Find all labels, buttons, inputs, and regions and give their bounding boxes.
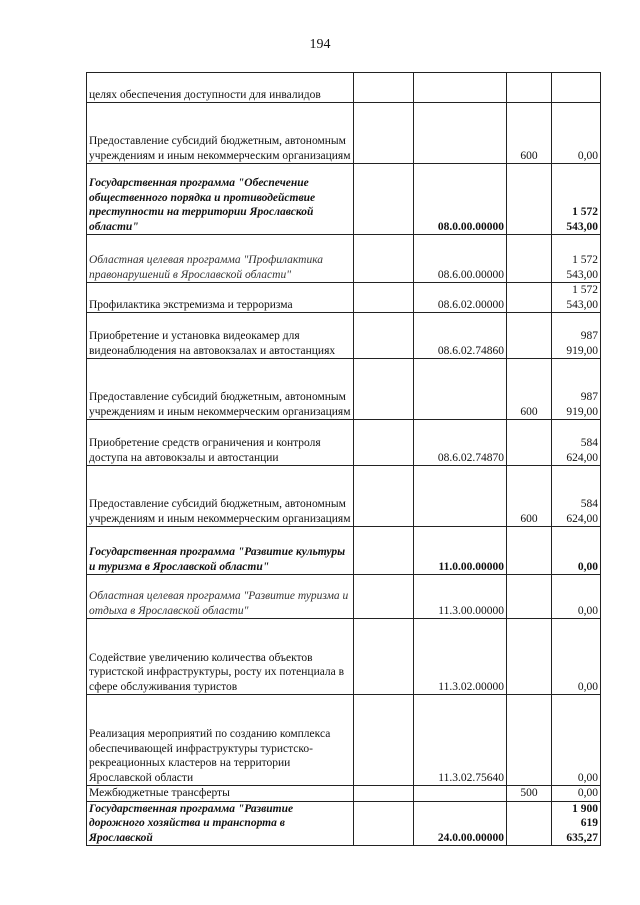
row-empty-cell	[354, 619, 414, 695]
table-row	[87, 801, 601, 846]
table-row	[87, 313, 601, 359]
row-amount: 1 572 543,00	[552, 283, 601, 313]
row-empty-cell	[354, 466, 414, 527]
table-row	[87, 359, 601, 420]
row-code: 24.0.00.00000	[414, 801, 507, 846]
row-name: Предоставление субсидий бюджетным, автономным учреждениям и иным некоммерческим организациям	[87, 466, 354, 527]
table-row	[87, 420, 601, 466]
row-expense-type	[507, 283, 552, 313]
row-name: Государственная программа "Обеспечение общественного порядка и противодействие преступности на территории Ярославской области"	[87, 164, 354, 235]
row-expense-type	[507, 527, 552, 575]
table-row	[87, 235, 601, 283]
table-row	[87, 103, 601, 164]
table-row	[87, 786, 601, 802]
row-expense-type	[507, 695, 552, 786]
table-row	[87, 73, 601, 103]
row-empty-cell	[354, 359, 414, 420]
table-row	[87, 619, 601, 695]
row-expense-type	[507, 235, 552, 283]
row-name: Предоставление субсидий бюджетным, автономным учреждениям и иным некоммерческим организациям	[87, 359, 354, 420]
row-empty-cell	[354, 786, 414, 802]
row-code: 11.3.02.75640	[414, 695, 507, 786]
row-empty-cell	[354, 801, 414, 846]
row-code: 08.6.02.74870	[414, 420, 507, 466]
row-amount: 0,00	[552, 695, 601, 786]
row-code: 08.6.02.74860	[414, 313, 507, 359]
row-name: Профилактика экстремизма и терроризма	[87, 283, 354, 313]
row-amount	[552, 73, 601, 103]
row-code: 08.0.00.00000	[414, 164, 507, 235]
budget-table	[86, 72, 601, 846]
table-row	[87, 283, 601, 313]
row-empty-cell	[354, 164, 414, 235]
row-name: Областная целевая программа "Профилактика правонарушений в Ярославской области"	[87, 235, 354, 283]
row-name: Предоставление субсидий бюджетным, автономным учреждениям и иным некоммерческим организациям	[87, 103, 354, 164]
page-number: 194	[309, 37, 331, 52]
row-code: 08.6.02.00000	[414, 283, 507, 313]
row-name: Приобретение и установка видеокамер для видеонаблюдения на автовокзалах и автостанциях	[87, 313, 354, 359]
row-code: 11.3.02.00000	[414, 619, 507, 695]
row-expense-type	[507, 73, 552, 103]
row-expense-type	[507, 801, 552, 846]
row-expense-type: 600	[507, 359, 552, 420]
row-expense-type: 500	[507, 786, 552, 802]
table-row	[87, 466, 601, 527]
row-empty-cell	[354, 73, 414, 103]
table-row	[87, 164, 601, 235]
row-code	[414, 466, 507, 527]
row-amount: 0,00	[552, 619, 601, 695]
row-name: Реализация мероприятий по созданию комплекса обеспечивающей инфраструктуры туристско-рекреационных кластеров на территории Ярославской области	[87, 695, 354, 786]
row-code: 11.3.00.00000	[414, 575, 507, 619]
row-empty-cell	[354, 235, 414, 283]
row-amount: 584 624,00	[552, 466, 601, 527]
budget-table-body	[87, 73, 601, 846]
row-empty-cell	[354, 527, 414, 575]
row-amount: 1 572 543,00	[552, 164, 601, 235]
row-expense-type	[507, 164, 552, 235]
row-expense-type	[507, 420, 552, 466]
row-amount: 0,00	[552, 575, 601, 619]
table-row	[87, 695, 601, 786]
row-expense-type	[507, 619, 552, 695]
row-empty-cell	[354, 695, 414, 786]
row-name: целях обеспечения доступности для инвалидов	[87, 73, 354, 103]
table-row	[87, 527, 601, 575]
row-expense-type	[507, 313, 552, 359]
row-name: Государственная программа "Развитие культуры и туризма в Ярославской области"	[87, 527, 354, 575]
row-empty-cell	[354, 313, 414, 359]
row-amount: 0,00	[552, 103, 601, 164]
row-code	[414, 786, 507, 802]
row-name: Приобретение средств ограничения и контроля доступа на автовокзалы и автостанции	[87, 420, 354, 466]
row-empty-cell	[354, 103, 414, 164]
row-code	[414, 73, 507, 103]
row-amount: 0,00	[552, 786, 601, 802]
row-amount: 987 919,00	[552, 359, 601, 420]
row-amount: 0,00	[552, 527, 601, 575]
row-amount: 1 572 543,00	[552, 235, 601, 283]
row-amount: 584 624,00	[552, 420, 601, 466]
row-code: 11.0.00.00000	[414, 527, 507, 575]
row-name: Межбюджетные трансферты	[87, 786, 354, 802]
table-row	[87, 575, 601, 619]
row-amount: 1 900 619 635,27	[552, 801, 601, 846]
row-code	[414, 103, 507, 164]
row-amount: 987 919,00	[552, 313, 601, 359]
row-code: 08.6.00.00000	[414, 235, 507, 283]
row-expense-type: 600	[507, 466, 552, 527]
row-code	[414, 359, 507, 420]
row-name: Областная целевая программа "Развитие туризма и отдыха в Ярославской области"	[87, 575, 354, 619]
row-name: Государственная программа "Развитие дорожного хозяйства и транспорта в Ярославской	[87, 801, 354, 846]
row-empty-cell	[354, 420, 414, 466]
row-expense-type	[507, 575, 552, 619]
row-empty-cell	[354, 283, 414, 313]
row-name: Содействие увеличению количества объектов туристской инфраструктуры, росту их потенциала в сфере обслуживания туристов	[87, 619, 354, 695]
row-empty-cell	[354, 575, 414, 619]
row-expense-type: 600	[507, 103, 552, 164]
